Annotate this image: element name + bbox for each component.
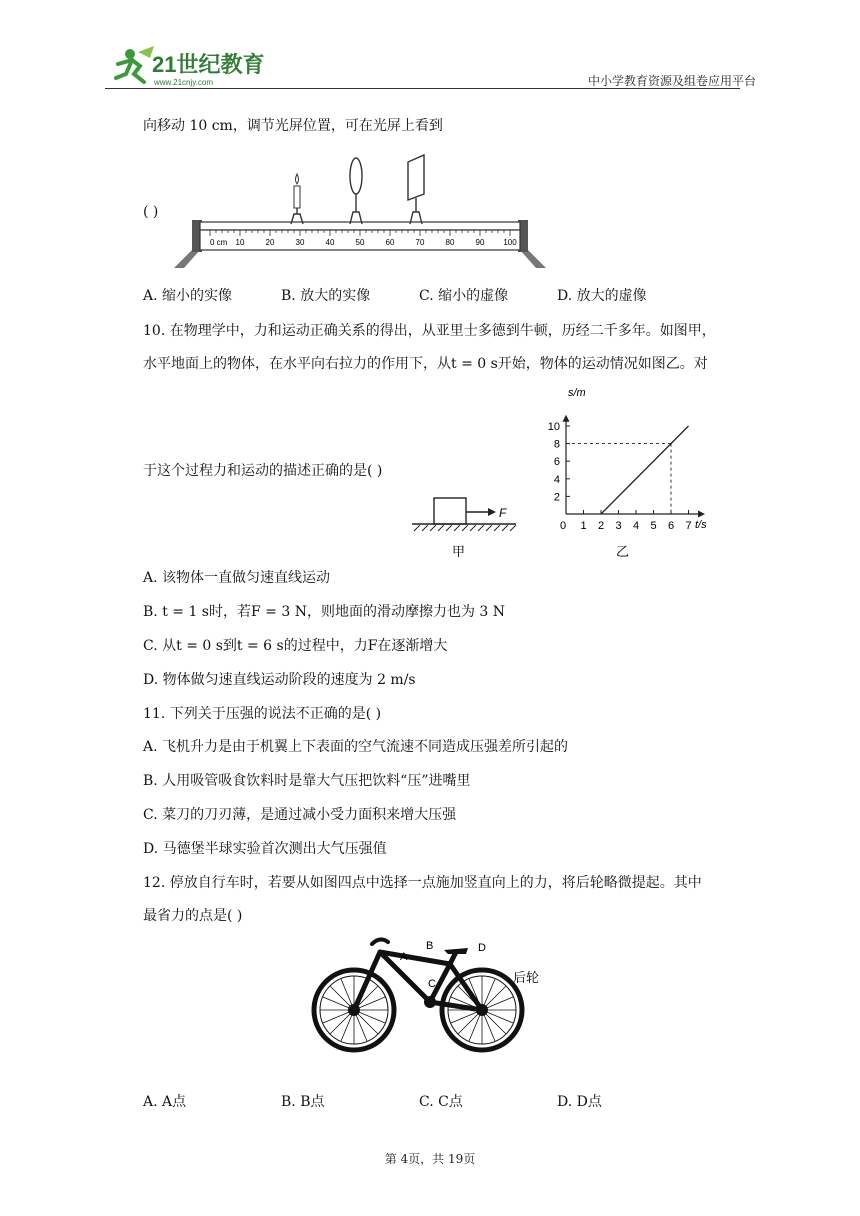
q12-line2: 最省力的点是( ): [143, 908, 243, 924]
lens-icon: [350, 158, 362, 224]
ruler-tick-label: 100: [503, 238, 517, 247]
q12-options: [143, 1092, 695, 1112]
ruler-unit: 0 cm: [210, 238, 228, 247]
q9-option-c[interactable]: C. 缩小的虚像: [419, 288, 509, 304]
x-tick-label: 7: [685, 520, 692, 532]
ruler-tick-label: 40: [325, 238, 335, 247]
point-a-label: A: [400, 951, 408, 963]
y-axis-label: s/m: [568, 387, 586, 399]
x-tick-label: 4: [632, 520, 640, 532]
x-axis-arrow: [698, 511, 705, 518]
y-tick-label: 4: [553, 473, 560, 486]
q11-option-b[interactable]: B. 人用吸管吸食饮料时是靠大气压把饮料“压”进嘴里: [143, 773, 471, 789]
y-tick-label: 10: [547, 421, 560, 433]
q12-line1: 12. 停放自行车时，若要从如图四点中选择一点施加竖直向上的力，将后轮略微提起。其中: [143, 875, 702, 891]
candle-icon: [291, 174, 303, 224]
bicycle-figure: [310, 930, 550, 1060]
x-tick-label: 1: [580, 520, 587, 532]
rear-wheel-label: 后轮: [513, 970, 540, 985]
block: [434, 498, 466, 524]
q9-options: [143, 286, 695, 306]
q12-option-a[interactable]: A. A点: [143, 1094, 187, 1110]
q9-option-b[interactable]: B. 放大的实像: [281, 288, 371, 304]
q10-option-c[interactable]: C. 从t = 0 s到t = 6 s的过程中，力F在逐渐增大: [143, 638, 448, 654]
figure-jia: [408, 492, 528, 562]
force-label: F: [499, 506, 507, 520]
handlebar: [372, 939, 388, 944]
x-tick-label: 5: [650, 520, 657, 532]
point-d-label: D: [478, 942, 486, 954]
series-line: [601, 426, 689, 514]
q10-line3: 于这个过程力和运动的描述正确的是( ): [143, 463, 383, 479]
q10-line1: 10. 在物理学中，力和运动正确关系的得出，从亚里士多德到牛顿，历经二千多年。如图甲，: [143, 323, 716, 339]
q9-option-d[interactable]: D. 放大的虚像: [557, 288, 647, 304]
screen-icon: [408, 155, 424, 224]
q11-option-d[interactable]: D. 马德堡半球实验首次测出大气压强值: [143, 841, 387, 857]
x-axis-label: t/s: [695, 519, 707, 531]
q10-option-b[interactable]: B. t = 1 s时，若F = 3 N，则地面的滑动摩擦力也为 3 N: [143, 604, 505, 620]
crank: [424, 996, 436, 1008]
ruler-tick-label: 10: [235, 238, 245, 247]
q9-option-a[interactable]: A. 缩小的实像: [143, 288, 233, 304]
figure-yi-caption: 乙: [616, 544, 630, 559]
header-divider: [105, 88, 740, 89]
platform-name: 中小学教育资源及组卷应用平台: [588, 74, 757, 88]
q11-stem: 11. 下列关于压强的说法不正确的是( ): [143, 706, 382, 722]
q10-option-d[interactable]: D. 物体做匀速直线运动阶段的速度为 2 m/s: [143, 672, 416, 688]
y-tick-label: 8: [553, 438, 560, 451]
runner-icon: [116, 46, 154, 82]
q12-option-b[interactable]: B. B点: [281, 1094, 325, 1110]
ruler-tick-label: 70: [415, 238, 425, 247]
q10-line2: 水平地面上的物体，在水平向右拉力的作用下，从t = 0 s开始，物体的运动情况如图乙。对: [143, 356, 708, 372]
y-tick-label: 2: [553, 491, 560, 504]
q9-text: 向移动 10 cm，调节光屏位置，可在光屏上看到: [143, 118, 443, 134]
q11-option-c[interactable]: C. 菜刀的刀刃薄，是通过减小受力面积来增大压强: [143, 807, 457, 823]
x-tick-label: 3: [615, 520, 622, 532]
site-logo: [110, 44, 280, 90]
ruler-tick-label: 90: [475, 238, 485, 247]
ruler-tick-label: 20: [265, 238, 275, 247]
q11-option-a[interactable]: A. 飞机升力是由于机翼上下表面的空气流速不同造成压强差所引起的: [143, 739, 569, 755]
bike-frame: [354, 952, 482, 1010]
q12-option-c[interactable]: C. C点: [419, 1094, 463, 1110]
q12-option-d[interactable]: D. D点: [557, 1094, 602, 1110]
page-number: 第 4页，共 19页: [384, 1152, 476, 1166]
saddle: [444, 948, 468, 954]
point-b-label: B: [426, 940, 434, 952]
y-tick-label: 6: [553, 456, 560, 469]
ruler-tick-label: 30: [295, 238, 305, 247]
optical-bench-figure: [170, 150, 550, 270]
ruler-tick-label: 50: [355, 238, 365, 247]
q9-bracket: ( ): [143, 204, 159, 220]
point-c-label: C: [428, 978, 436, 990]
ruler-tick-label: 80: [445, 238, 455, 247]
x-tick-label: 0: [559, 520, 567, 532]
x-tick-label: 2: [597, 520, 605, 532]
q10-option-a[interactable]: A. 该物体一直做匀速直线运动: [143, 570, 331, 586]
y-axis-arrow: [563, 415, 570, 422]
logo-url: www.21cnjy.com: [154, 78, 213, 87]
x-tick-label: 6: [667, 520, 675, 532]
figure-jia-caption: 甲: [452, 544, 466, 559]
logo-text: 21世纪教育: [152, 52, 265, 77]
ruler-tick-label: 60: [385, 238, 395, 247]
st-graph: [538, 378, 728, 564]
